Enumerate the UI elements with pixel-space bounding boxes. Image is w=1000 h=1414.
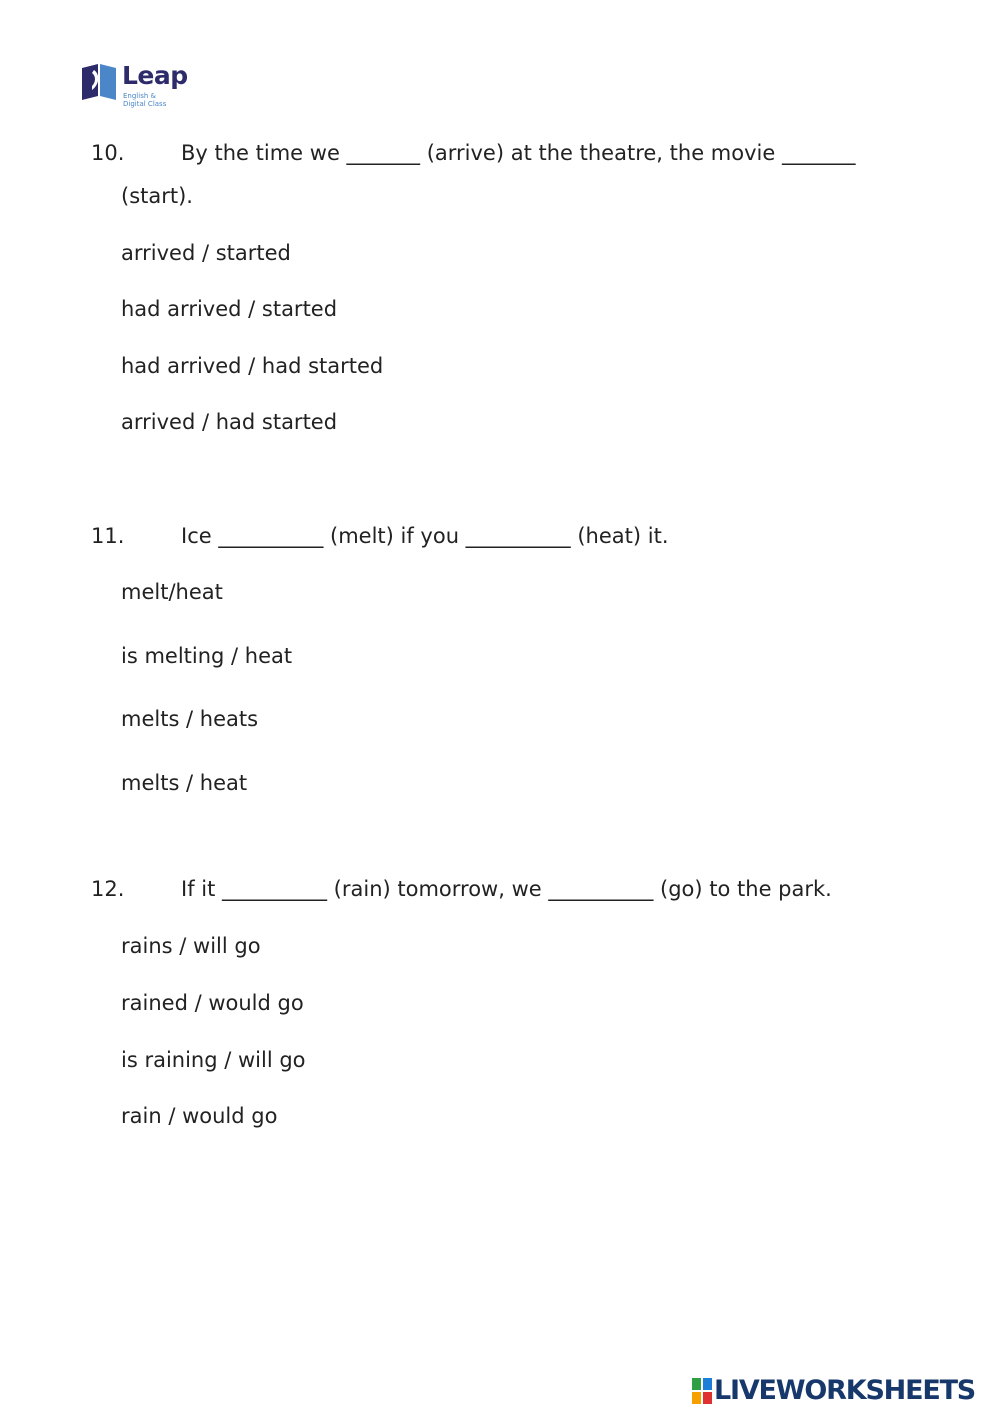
answer-option[interactable]: melts / heat (121, 771, 248, 795)
question-text: By the time we _______ (arrive) at the theatre, the movie _______ (181, 141, 856, 165)
question-text: If it __________ (rain) tomorrow, we __________ (go) to the park. (181, 877, 832, 901)
logo-tagline-line1: English & (123, 92, 156, 100)
liveworksheets-footer (692, 1374, 992, 1408)
question-number: 12. (91, 877, 125, 901)
question-text: Ice __________ (melt) if you __________ (heat) it. (181, 524, 669, 548)
question-prompt (91, 522, 669, 550)
leap-logo (80, 60, 200, 116)
question-text-continued: (start). (121, 184, 193, 208)
answer-option[interactable]: melts / heats (121, 707, 259, 731)
logo-tagline (123, 92, 203, 108)
question-number: 11. (91, 524, 125, 548)
answer-option[interactable]: rained / would go (121, 991, 304, 1015)
liveworksheets-logo-icon (692, 1378, 712, 1404)
answer-option[interactable]: had arrived / had started (121, 354, 384, 378)
logo-brand-text: Leap (122, 61, 188, 90)
answer-option[interactable]: rains / will go (121, 934, 261, 958)
question-number: 10. (91, 141, 125, 165)
answer-option[interactable]: had arrived / started (121, 297, 338, 321)
answer-option[interactable]: arrived / had started (121, 410, 338, 434)
answer-option[interactable]: is melting / heat (121, 644, 293, 668)
question-prompt (91, 875, 832, 903)
footer-brand-text: LIVEWORKSHEETS (714, 1375, 976, 1406)
logo-tagline-line2: Digital Class (123, 100, 167, 108)
leap-logo-icon (80, 62, 118, 102)
answer-option[interactable]: rain / would go (121, 1104, 278, 1128)
answer-option[interactable]: melt/heat (121, 580, 223, 604)
question-prompt (91, 139, 855, 167)
answer-option[interactable]: arrived / started (121, 241, 291, 265)
answer-option[interactable]: is raining / will go (121, 1048, 306, 1072)
